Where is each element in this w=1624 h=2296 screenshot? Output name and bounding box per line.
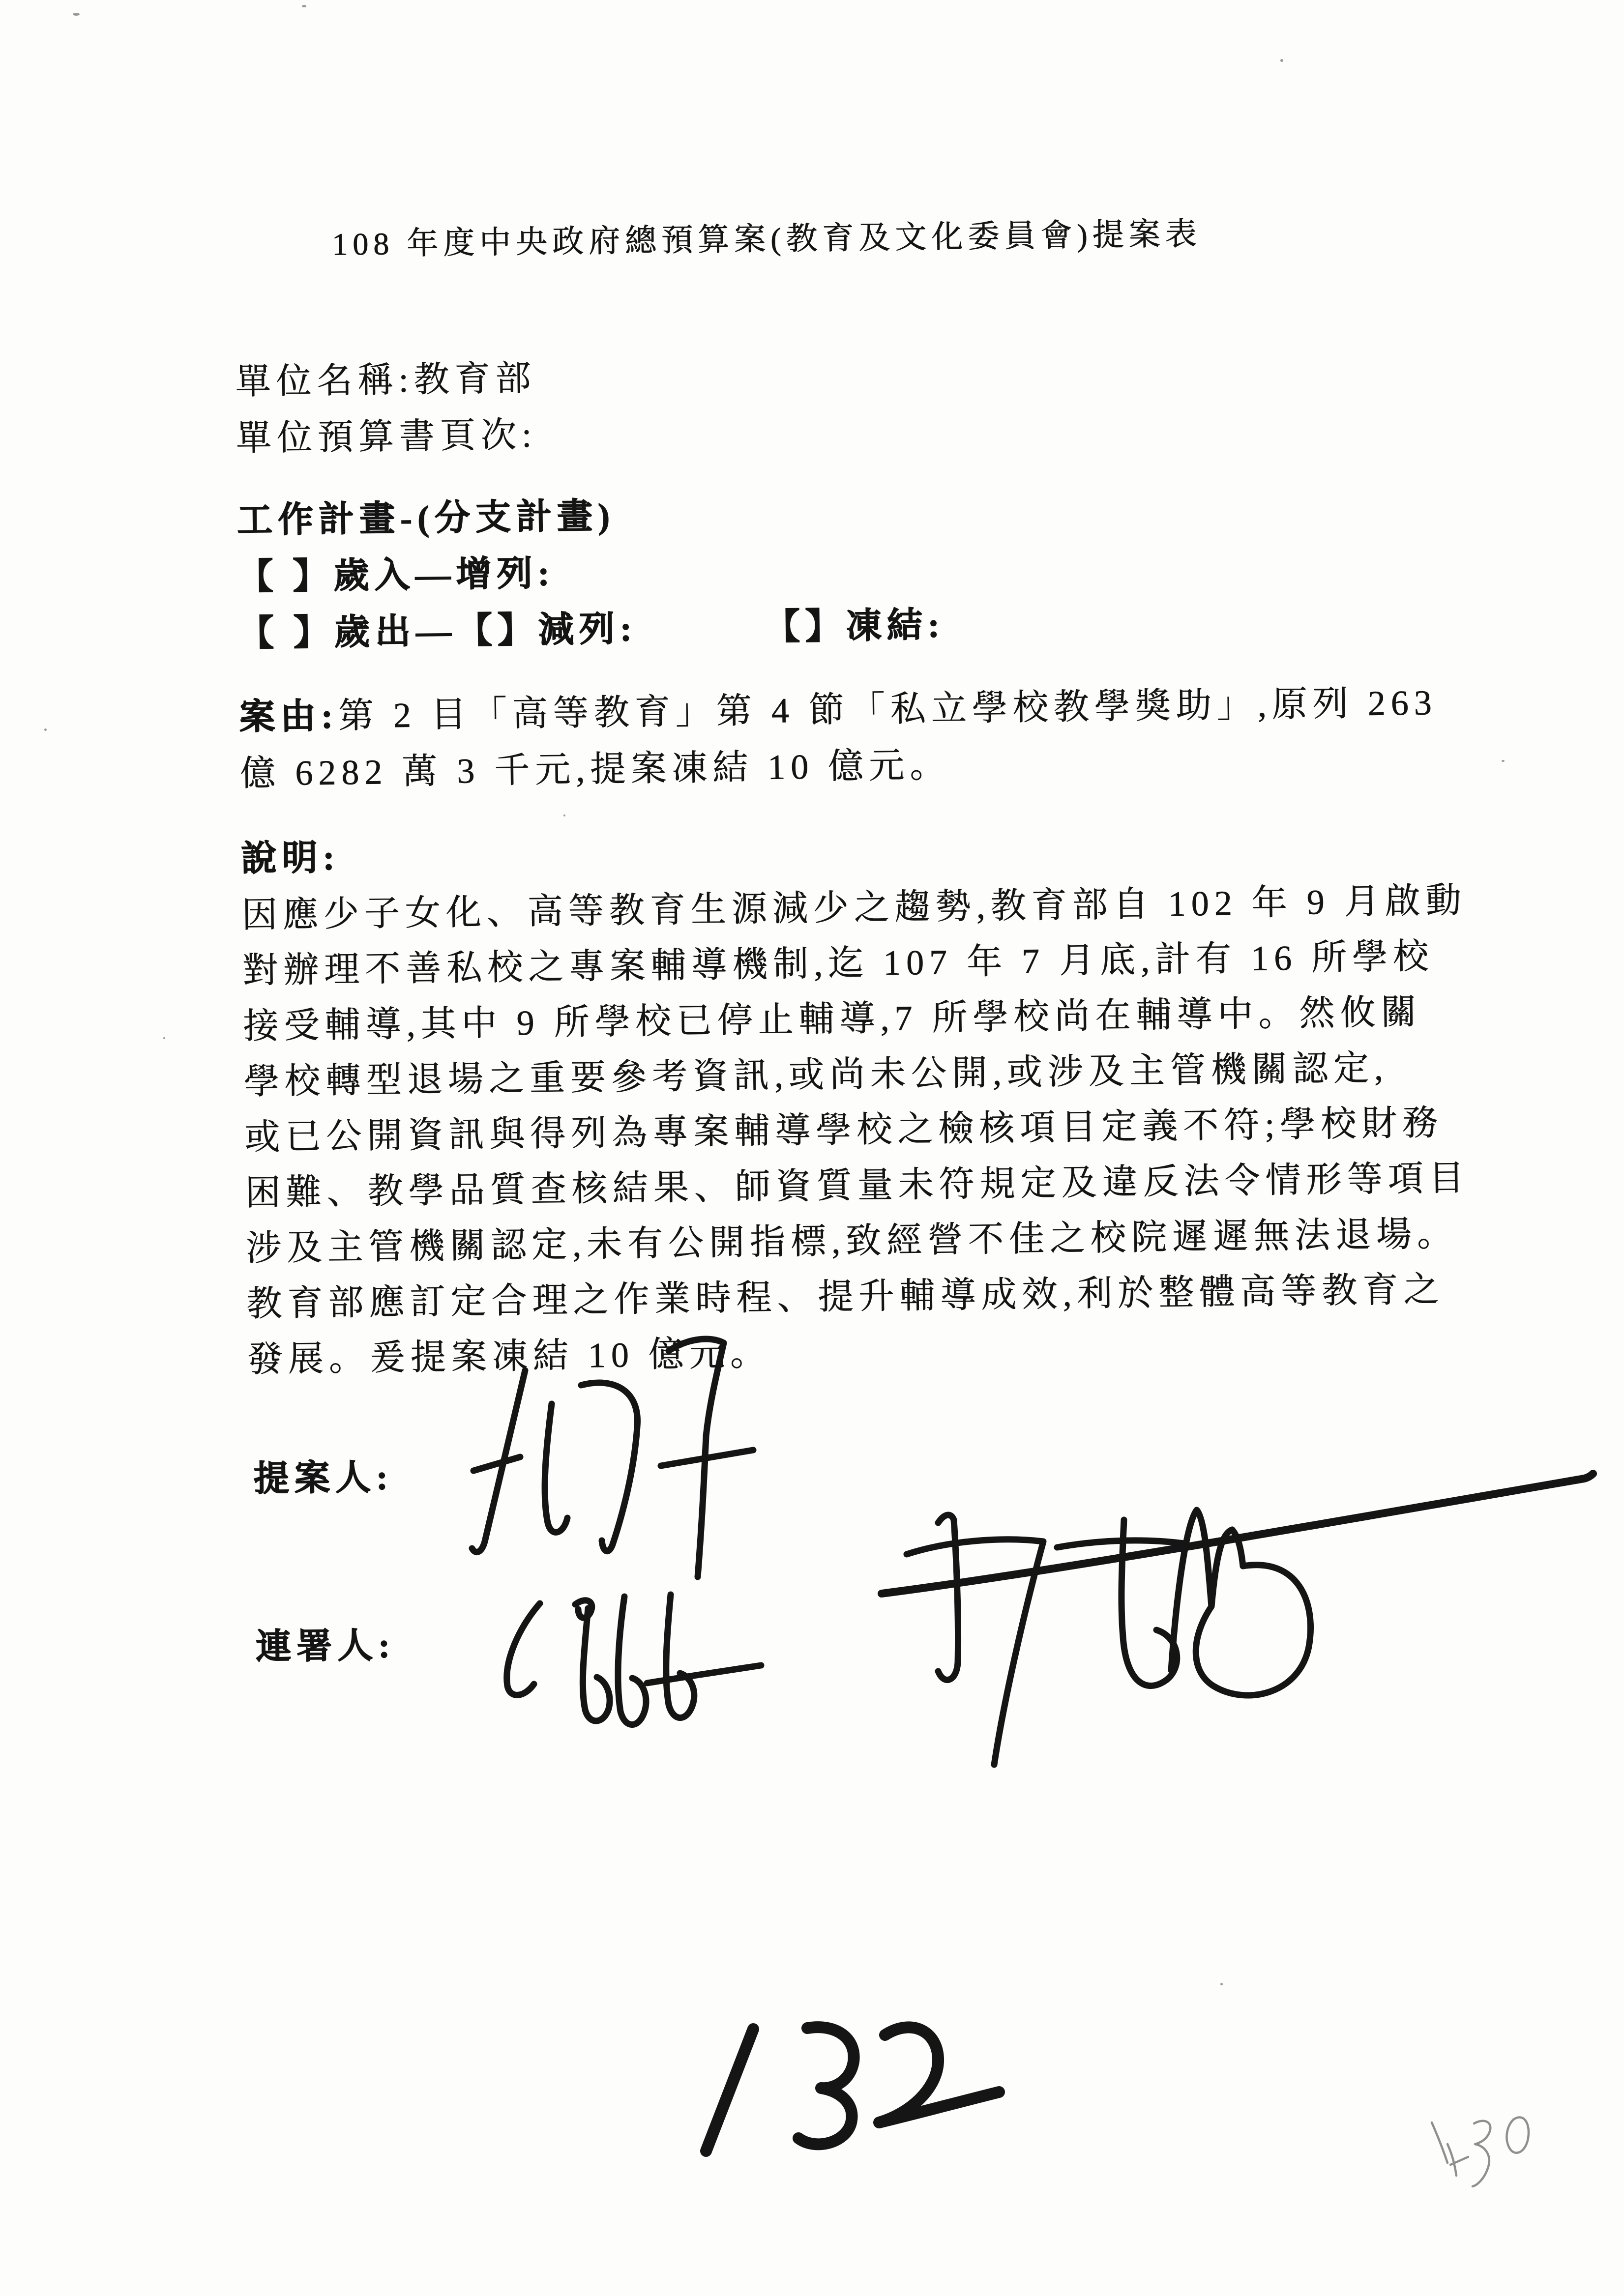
cosigner-signature-1 xyxy=(507,1595,761,1725)
description-line: 接受輔導,其中 9 所學校已停止輔導,7 所學校尚在輔導中。然攸關 xyxy=(243,992,1422,1046)
unit-budget-page-line: 單位預算書頁次: xyxy=(236,415,537,459)
expenditure-reduce-line: 【 】歲出—【】減列: xyxy=(238,609,638,654)
case-text-1: 第 2 目「高等教育」第 4 節「私立學校教學獎助」,原列 263 xyxy=(338,683,1438,736)
handwritten-corner-number xyxy=(1432,2117,1529,2186)
description-line: 教育部應訂定合理之作業時程、提升輔導成效,利於整體高等教育之 xyxy=(246,1270,1445,1324)
proposer-signature xyxy=(472,1339,753,1577)
cosigner-signature-2 xyxy=(882,1474,1593,1765)
description-line: 發展。爰提案凍結 10 億元。 xyxy=(247,1333,771,1379)
description-line: 學校轉型退場之重要參考資訊,或尚未公開,或涉及主管機關認定, xyxy=(243,1048,1389,1102)
revenue-increase-line: 【 】歲入—增列: xyxy=(237,553,555,597)
scan-speck xyxy=(163,1037,165,1039)
case-line-2: 億 6282 萬 3 千元,提案凍結 10 億元。 xyxy=(239,745,951,794)
description-line: 對辦理不善私校之專案輔導機制,迄 107 年 7 月底,計有 16 所學校 xyxy=(242,936,1434,990)
handwritten-page-number xyxy=(706,2027,999,2151)
description-line: 因應少子女化、高等教育生源減少之趨勢,教育部自 102 年 9 月啟動 xyxy=(241,880,1467,935)
scan-speck xyxy=(302,5,306,7)
proposer-label: 提案人: xyxy=(253,1457,394,1499)
description-line: 涉及主管機關認定,未有公開指標,致經營不佳之校院遲遲無法退場。 xyxy=(245,1214,1458,1268)
cosigner-label: 連署人: xyxy=(255,1626,396,1667)
work-plan-line: 工作計畫-(分支計畫) xyxy=(236,496,616,541)
scan-speck xyxy=(1220,1983,1223,1985)
unit-name-line: 單位名稱:教育部 xyxy=(235,358,537,402)
description-label: 說明: xyxy=(241,838,341,878)
case-label: 案由: xyxy=(239,696,339,737)
page-title: 108 年度中央政府總預算案(教育及文化委員會)提案表 xyxy=(331,216,1202,262)
scan-speck xyxy=(44,728,47,731)
freeze-line: 【】凍結: xyxy=(764,605,945,647)
scan-speck xyxy=(1502,760,1505,762)
description-line: 困難、教學品質查核結果、師資質量未符規定及違反法令情形等項目 xyxy=(245,1158,1470,1213)
scan-speck xyxy=(563,814,565,816)
scan-speck xyxy=(73,13,80,16)
description-line: 或已公開資訊與得列為專案輔導學校之檢核項目定義不符;學校財務 xyxy=(244,1103,1444,1157)
scan-speck xyxy=(1280,59,1283,62)
